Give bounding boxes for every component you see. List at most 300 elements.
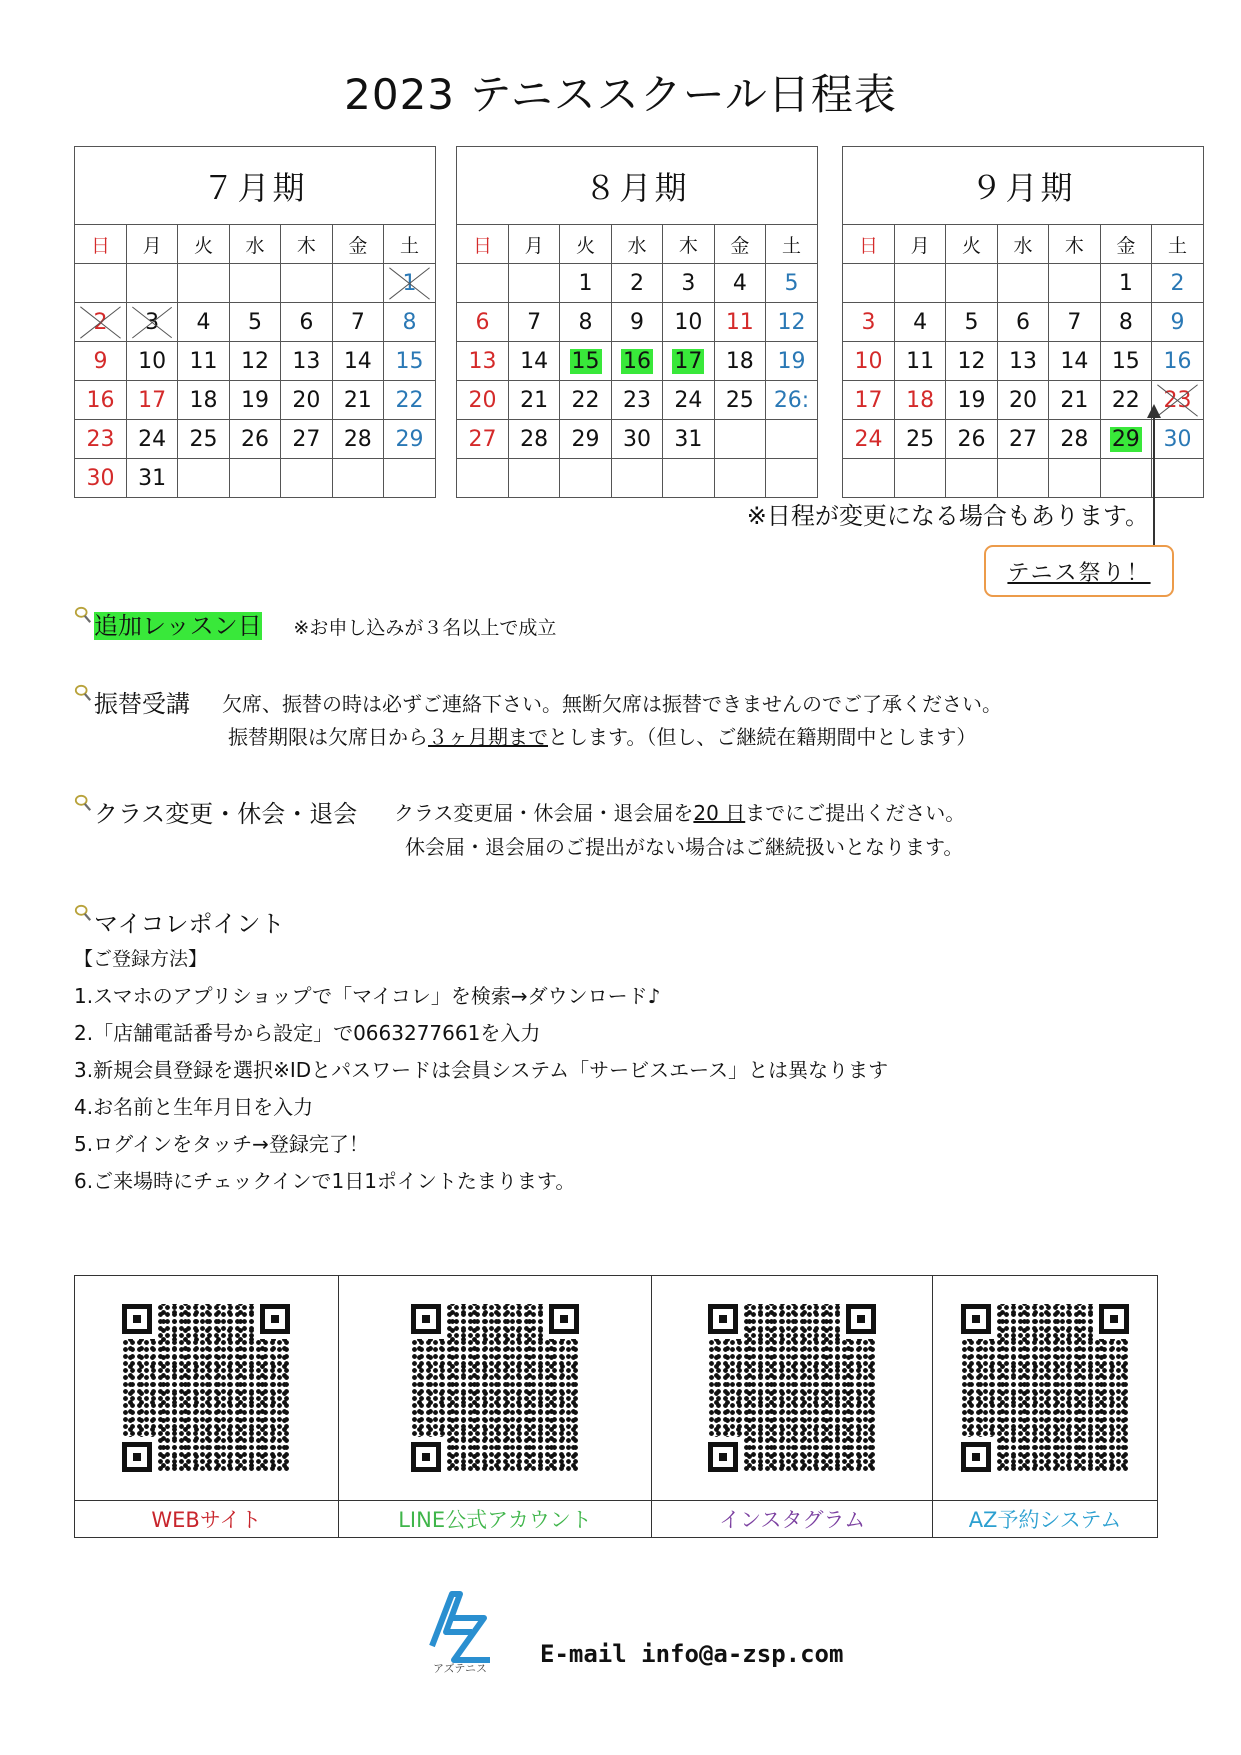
points-step: 6.ご来場時にチェックインで1日1ポイントたまります。 bbox=[74, 1169, 576, 1193]
day-number: 2 bbox=[1170, 270, 1185, 296]
makeup-line-2-pre: 振替期限は欠席日から bbox=[228, 725, 428, 749]
points-step: 5.ログインをタッチ→登録完了！ bbox=[74, 1132, 369, 1156]
weekday-header: 水 bbox=[229, 225, 280, 264]
day-number: 27 bbox=[468, 426, 497, 452]
section-points bbox=[74, 904, 285, 939]
calendar-day bbox=[997, 420, 1048, 459]
calendar-day bbox=[508, 264, 559, 303]
weekday-header: 火 bbox=[178, 225, 229, 264]
calendar-day bbox=[1100, 420, 1151, 459]
qr-cell bbox=[652, 1276, 933, 1537]
day-number: 3 bbox=[681, 270, 696, 296]
day-number: 1 bbox=[402, 270, 417, 296]
calendar-day bbox=[229, 381, 280, 420]
calendar-2 bbox=[456, 146, 818, 498]
weekday-header: 日 bbox=[75, 225, 126, 264]
day-number: 7 bbox=[1067, 309, 1082, 335]
section-points-title: マイコレポイント bbox=[94, 910, 285, 938]
calendar-day bbox=[997, 381, 1048, 420]
calendar-day bbox=[894, 459, 945, 498]
day-number: 29 bbox=[571, 426, 600, 452]
weekday-header: 木 bbox=[281, 225, 332, 264]
calendar-day bbox=[611, 381, 662, 420]
day-number: 23 bbox=[1163, 387, 1192, 413]
calendar-day bbox=[1100, 381, 1151, 420]
calendar-day bbox=[611, 342, 662, 381]
festival-arrow bbox=[1153, 410, 1155, 546]
calendar-day bbox=[229, 303, 280, 342]
day-number: 29 bbox=[395, 426, 424, 452]
day-number: 8 bbox=[578, 309, 593, 335]
day-number: 5 bbox=[964, 309, 979, 335]
calendar-day bbox=[843, 303, 894, 342]
day-number: 4 bbox=[913, 309, 928, 335]
calendar-day bbox=[611, 264, 662, 303]
calendar-day bbox=[611, 459, 662, 498]
calendar-month-title: ７月期 bbox=[75, 147, 435, 225]
calendar-day bbox=[766, 381, 817, 420]
section-extra-title: 追加レッスン日 bbox=[94, 612, 262, 640]
calendar-day bbox=[997, 459, 1048, 498]
calendar-day bbox=[178, 303, 229, 342]
weekday-header: 土 bbox=[1152, 225, 1203, 264]
calendar-day bbox=[332, 303, 383, 342]
day-number: 24 bbox=[854, 426, 883, 452]
day-number: 20 bbox=[468, 387, 497, 413]
calendar-day bbox=[1152, 459, 1203, 498]
calendar-day bbox=[714, 459, 765, 498]
logo-text: アズテニス bbox=[433, 1662, 487, 1675]
day-number: 8 bbox=[1118, 309, 1133, 335]
section-change-title: クラス変更・休会・退会 bbox=[94, 800, 358, 828]
qr-box bbox=[75, 1276, 338, 1501]
schedule-note: ※日程が変更になる場合もあります。 bbox=[746, 502, 1149, 530]
day-number: 9 bbox=[1170, 309, 1185, 335]
calendar-day bbox=[1152, 264, 1203, 303]
calendar-day bbox=[332, 459, 383, 498]
day-number: 27 bbox=[292, 426, 321, 452]
tennis-racket-icon bbox=[74, 794, 92, 812]
calendar-day bbox=[663, 342, 714, 381]
calendar-day bbox=[843, 264, 894, 303]
calendar-day bbox=[75, 342, 126, 381]
calendar-day bbox=[281, 264, 332, 303]
day-number: 11 bbox=[906, 348, 935, 374]
day-number: 5 bbox=[247, 309, 262, 335]
calendar-day bbox=[843, 459, 894, 498]
change-deadline: 20 日 bbox=[693, 801, 746, 825]
az-logo-icon bbox=[426, 1588, 494, 1668]
weekday-header: 月 bbox=[894, 225, 945, 264]
day-number: 15 bbox=[1111, 348, 1140, 374]
day-number: 12 bbox=[777, 309, 806, 335]
calendar-day bbox=[946, 381, 997, 420]
day-number: 9 bbox=[629, 309, 644, 335]
calendar-day bbox=[560, 459, 611, 498]
calendar-day bbox=[1049, 264, 1100, 303]
day-number: 13 bbox=[1008, 348, 1037, 374]
calendar-day bbox=[384, 303, 435, 342]
weekday-header: 火 bbox=[560, 225, 611, 264]
calendar-day bbox=[766, 342, 817, 381]
day-number: 19 bbox=[957, 387, 986, 413]
day-number: 19 bbox=[240, 387, 269, 413]
qr-code-icon[interactable] bbox=[122, 1304, 290, 1472]
calendar-day bbox=[384, 420, 435, 459]
day-number: 9 bbox=[93, 348, 108, 374]
day-number: 22 bbox=[1111, 387, 1140, 413]
day-number: 18 bbox=[906, 387, 935, 413]
day-number: 6 bbox=[1015, 309, 1030, 335]
day-number: 4 bbox=[196, 309, 211, 335]
calendar-day bbox=[560, 264, 611, 303]
day-number: 21 bbox=[343, 387, 372, 413]
qr-finder-pattern bbox=[411, 1304, 441, 1334]
qr-finder-pattern bbox=[846, 1304, 876, 1334]
calendar-day bbox=[178, 342, 229, 381]
section-extra-lesson bbox=[74, 606, 556, 641]
arrow-head-icon bbox=[1147, 404, 1161, 418]
day-number: 8 bbox=[402, 309, 417, 335]
calendar-day bbox=[766, 303, 817, 342]
day-number: 12 bbox=[240, 348, 269, 374]
qr-finder-pattern bbox=[411, 1442, 441, 1472]
day-number: 28 bbox=[343, 426, 372, 452]
calendar-day bbox=[178, 381, 229, 420]
day-number: 25 bbox=[189, 426, 218, 452]
day-number: 1 bbox=[578, 270, 593, 296]
page-title: 2023 テニススクール日程表 bbox=[344, 70, 897, 119]
calendar-day bbox=[281, 342, 332, 381]
calendar-day bbox=[508, 459, 559, 498]
day-number: 20 bbox=[1008, 387, 1037, 413]
points-step: 4.お名前と生年月日を入力 bbox=[74, 1095, 314, 1119]
calendar-day bbox=[508, 420, 559, 459]
qr-code-icon[interactable] bbox=[708, 1304, 876, 1472]
calendar-day bbox=[894, 303, 945, 342]
email-contact[interactable]: E-mail info@a-zsp.com bbox=[540, 1640, 844, 1668]
points-step: 3.新規会員登録を選択※IDとパスワードは会員システム「サービスエース」とは異なります bbox=[74, 1058, 889, 1082]
day-number: 10 bbox=[854, 348, 883, 374]
day-number: 26: bbox=[773, 387, 810, 413]
calendar-day bbox=[946, 459, 997, 498]
calendar-day bbox=[75, 420, 126, 459]
day-number: 3 bbox=[861, 309, 876, 335]
weekday-header: 火 bbox=[946, 225, 997, 264]
calendar-day bbox=[894, 342, 945, 381]
day-number: 6 bbox=[475, 309, 490, 335]
calendar-day bbox=[332, 420, 383, 459]
qr-label: LINE公式アカウント bbox=[398, 1508, 592, 1532]
calendar-day bbox=[1152, 342, 1203, 381]
points-step: 1.スマホのアプリショップで「マイコレ」を検索→ダウンロード♪ bbox=[74, 984, 661, 1008]
makeup-deadline: ３ヶ月期まで bbox=[428, 725, 548, 749]
calendar-day bbox=[229, 264, 280, 303]
makeup-line-1: 欠席、振替の時は必ずご連絡下さい。無断欠席は振替できませんのでご了承ください。 bbox=[222, 692, 1002, 716]
calendar-day bbox=[663, 420, 714, 459]
calendar-day bbox=[126, 420, 177, 459]
calendar-day bbox=[126, 459, 177, 498]
calendar-day bbox=[894, 264, 945, 303]
calendar-day bbox=[843, 420, 894, 459]
day-number: 26 bbox=[240, 426, 269, 452]
weekday-header: 月 bbox=[126, 225, 177, 264]
qr-box bbox=[339, 1276, 652, 1501]
calendar-day bbox=[457, 303, 508, 342]
day-number: 10 bbox=[674, 309, 703, 335]
day-number: 20 bbox=[292, 387, 321, 413]
calendar-day bbox=[714, 303, 765, 342]
calendar-month-title: ９月期 bbox=[843, 147, 1203, 225]
festival-callout bbox=[984, 545, 1174, 597]
calendar-day bbox=[508, 342, 559, 381]
day-number: 15 bbox=[395, 348, 424, 374]
calendar-day bbox=[508, 381, 559, 420]
calendar-day bbox=[1049, 303, 1100, 342]
qr-cell bbox=[75, 1276, 339, 1537]
day-number: 15 bbox=[571, 348, 600, 374]
calendar-day bbox=[1152, 303, 1203, 342]
qr-box bbox=[652, 1276, 932, 1501]
calendar-day bbox=[766, 420, 817, 459]
day-number: 7 bbox=[527, 309, 542, 335]
day-number: 2 bbox=[629, 270, 644, 296]
section-extra-note: ※お申し込みが３名以上で成立 bbox=[293, 617, 557, 639]
calendar-day bbox=[946, 342, 997, 381]
day-number: 18 bbox=[725, 348, 754, 374]
day-number: 5 bbox=[784, 270, 799, 296]
calendar-day bbox=[1049, 459, 1100, 498]
day-number: 30 bbox=[86, 465, 115, 491]
makeup-line-2 bbox=[228, 721, 976, 750]
calendar-day bbox=[663, 459, 714, 498]
qr-finder-pattern bbox=[1099, 1304, 1129, 1334]
calendar-3 bbox=[842, 146, 1204, 498]
weekday-header: 水 bbox=[997, 225, 1048, 264]
day-number: 17 bbox=[854, 387, 883, 413]
day-number: 18 bbox=[189, 387, 218, 413]
calendar-day bbox=[384, 264, 435, 303]
calendar-day bbox=[1100, 342, 1151, 381]
change-line-1-post: までにご提出ください。 bbox=[745, 801, 966, 825]
day-number: 16 bbox=[1163, 348, 1192, 374]
calendar-day bbox=[126, 381, 177, 420]
qr-label: インスタグラム bbox=[719, 1508, 866, 1532]
qr-box bbox=[933, 1276, 1157, 1501]
calendar-day bbox=[332, 381, 383, 420]
calendar-day bbox=[384, 381, 435, 420]
day-number: 23 bbox=[86, 426, 115, 452]
calendar-day bbox=[946, 303, 997, 342]
calendar-day bbox=[894, 420, 945, 459]
day-number: 28 bbox=[1060, 426, 1089, 452]
calendar-day bbox=[457, 381, 508, 420]
calendar-day bbox=[281, 420, 332, 459]
calendar-day bbox=[178, 264, 229, 303]
calendar-day bbox=[75, 381, 126, 420]
calendar-day bbox=[611, 420, 662, 459]
calendar-day bbox=[1152, 420, 1203, 459]
section-makeup-title: 振替受講 bbox=[94, 690, 190, 718]
day-number: 22 bbox=[395, 387, 424, 413]
qr-label: WEBサイト bbox=[151, 1508, 262, 1532]
calendar-1 bbox=[74, 146, 436, 498]
weekday-header: 土 bbox=[384, 225, 435, 264]
makeup-line-2-post: とします。（但し、ご継続在籍期間中とします） bbox=[548, 725, 977, 749]
qr-finder-pattern bbox=[122, 1304, 152, 1334]
calendar-day bbox=[560, 342, 611, 381]
calendar-day bbox=[384, 342, 435, 381]
tennis-racket-icon bbox=[74, 606, 92, 624]
calendar-day bbox=[997, 264, 1048, 303]
points-step: 2.「店舗電話番号から設定」で0663277661を入力 bbox=[74, 1021, 541, 1045]
day-number: 11 bbox=[725, 309, 754, 335]
day-number: 10 bbox=[138, 348, 167, 374]
day-number: 4 bbox=[732, 270, 747, 296]
calendar-day bbox=[766, 459, 817, 498]
qr-finder-pattern bbox=[260, 1304, 290, 1334]
points-subtitle: 【ご登録方法】 bbox=[74, 948, 208, 970]
day-number: 21 bbox=[1060, 387, 1089, 413]
calendar-day bbox=[126, 342, 177, 381]
calendar-day bbox=[178, 459, 229, 498]
calendar-day bbox=[663, 303, 714, 342]
calendar-day bbox=[229, 342, 280, 381]
calendar-day bbox=[384, 459, 435, 498]
calendar-day bbox=[75, 264, 126, 303]
day-number: 17 bbox=[138, 387, 167, 413]
calendar-day bbox=[997, 303, 1048, 342]
calendar-day bbox=[714, 381, 765, 420]
day-number: 3 bbox=[145, 309, 160, 335]
day-number: 17 bbox=[674, 348, 703, 374]
weekday-header: 金 bbox=[714, 225, 765, 264]
festival-label: テニス祭り！ bbox=[1007, 560, 1151, 586]
calendar-day bbox=[332, 264, 383, 303]
calendar-day bbox=[457, 420, 508, 459]
change-line-1-pre: クラス変更届・休会届・退会届を bbox=[394, 801, 694, 825]
change-line-1 bbox=[394, 797, 965, 826]
tennis-racket-icon bbox=[74, 904, 92, 922]
change-line-2: 休会届・退会届のご提出がない場合はご継続扱いとなります。 bbox=[405, 835, 964, 859]
weekday-header: 金 bbox=[1100, 225, 1151, 264]
weekday-header: 日 bbox=[457, 225, 508, 264]
calendar-day bbox=[1049, 342, 1100, 381]
day-number: 12 bbox=[957, 348, 986, 374]
day-number: 1 bbox=[1118, 270, 1133, 296]
qr-finder-pattern bbox=[708, 1442, 738, 1472]
calendar-day bbox=[560, 420, 611, 459]
qr-code-icon[interactable] bbox=[411, 1304, 579, 1472]
weekday-header: 木 bbox=[1049, 225, 1100, 264]
calendar-day bbox=[457, 342, 508, 381]
qr-code-icon[interactable] bbox=[961, 1304, 1129, 1472]
weekday-header: 土 bbox=[766, 225, 817, 264]
calendar-day bbox=[229, 420, 280, 459]
calendar-day bbox=[281, 459, 332, 498]
calendar-day bbox=[75, 303, 126, 342]
calendar-day bbox=[663, 381, 714, 420]
section-makeup bbox=[74, 684, 190, 719]
weekday-header: 月 bbox=[508, 225, 559, 264]
calendar-day bbox=[126, 303, 177, 342]
calendar-day bbox=[229, 459, 280, 498]
day-number: 28 bbox=[520, 426, 549, 452]
weekday-header: 日 bbox=[843, 225, 894, 264]
calendar-day bbox=[281, 303, 332, 342]
qr-cell bbox=[339, 1276, 653, 1537]
day-number: 23 bbox=[622, 387, 651, 413]
day-number: 16 bbox=[86, 387, 115, 413]
calendar-day bbox=[1049, 420, 1100, 459]
qr-finder-pattern bbox=[549, 1304, 579, 1334]
day-number: 30 bbox=[622, 426, 651, 452]
day-number: 25 bbox=[725, 387, 754, 413]
day-number: 29 bbox=[1111, 426, 1140, 452]
calendar-day bbox=[560, 381, 611, 420]
day-number: 30 bbox=[1163, 426, 1192, 452]
calendar-day bbox=[714, 420, 765, 459]
weekday-header: 金 bbox=[332, 225, 383, 264]
calendar-day bbox=[997, 342, 1048, 381]
day-number: 7 bbox=[350, 309, 365, 335]
day-number: 13 bbox=[468, 348, 497, 374]
qr-finder-pattern bbox=[708, 1304, 738, 1334]
calendar-day bbox=[714, 264, 765, 303]
calendar-day bbox=[663, 264, 714, 303]
day-number: 14 bbox=[1060, 348, 1089, 374]
calendar-day bbox=[178, 420, 229, 459]
calendar-day bbox=[1100, 264, 1151, 303]
calendar-day bbox=[946, 420, 997, 459]
calendar-day bbox=[1049, 381, 1100, 420]
calendar-day bbox=[714, 342, 765, 381]
calendar-month-title: ８月期 bbox=[457, 147, 817, 225]
day-number: 24 bbox=[138, 426, 167, 452]
day-number: 11 bbox=[189, 348, 218, 374]
calendar-day bbox=[508, 303, 559, 342]
day-number: 31 bbox=[138, 465, 167, 491]
day-number: 25 bbox=[906, 426, 935, 452]
calendar-day bbox=[126, 264, 177, 303]
qr-cell bbox=[933, 1276, 1157, 1537]
calendar-day bbox=[75, 459, 126, 498]
calendar-day bbox=[946, 264, 997, 303]
calendar-day bbox=[560, 303, 611, 342]
day-number: 31 bbox=[674, 426, 703, 452]
day-number: 24 bbox=[674, 387, 703, 413]
day-number: 16 bbox=[622, 348, 651, 374]
section-class-change bbox=[74, 794, 357, 829]
day-number: 13 bbox=[292, 348, 321, 374]
calendar-day bbox=[843, 342, 894, 381]
calendar-day bbox=[1100, 459, 1151, 498]
day-number: 26 bbox=[957, 426, 986, 452]
calendar-day bbox=[332, 342, 383, 381]
day-number: 14 bbox=[343, 348, 372, 374]
qr-table bbox=[74, 1275, 1158, 1538]
calendar-day bbox=[843, 381, 894, 420]
day-number: 22 bbox=[571, 387, 600, 413]
calendar-day bbox=[281, 381, 332, 420]
weekday-header: 水 bbox=[611, 225, 662, 264]
qr-finder-pattern bbox=[122, 1442, 152, 1472]
day-number: 27 bbox=[1008, 426, 1037, 452]
weekday-header: 木 bbox=[663, 225, 714, 264]
calendar-day bbox=[766, 264, 817, 303]
day-number: 19 bbox=[777, 348, 806, 374]
day-number: 2 bbox=[93, 309, 108, 335]
